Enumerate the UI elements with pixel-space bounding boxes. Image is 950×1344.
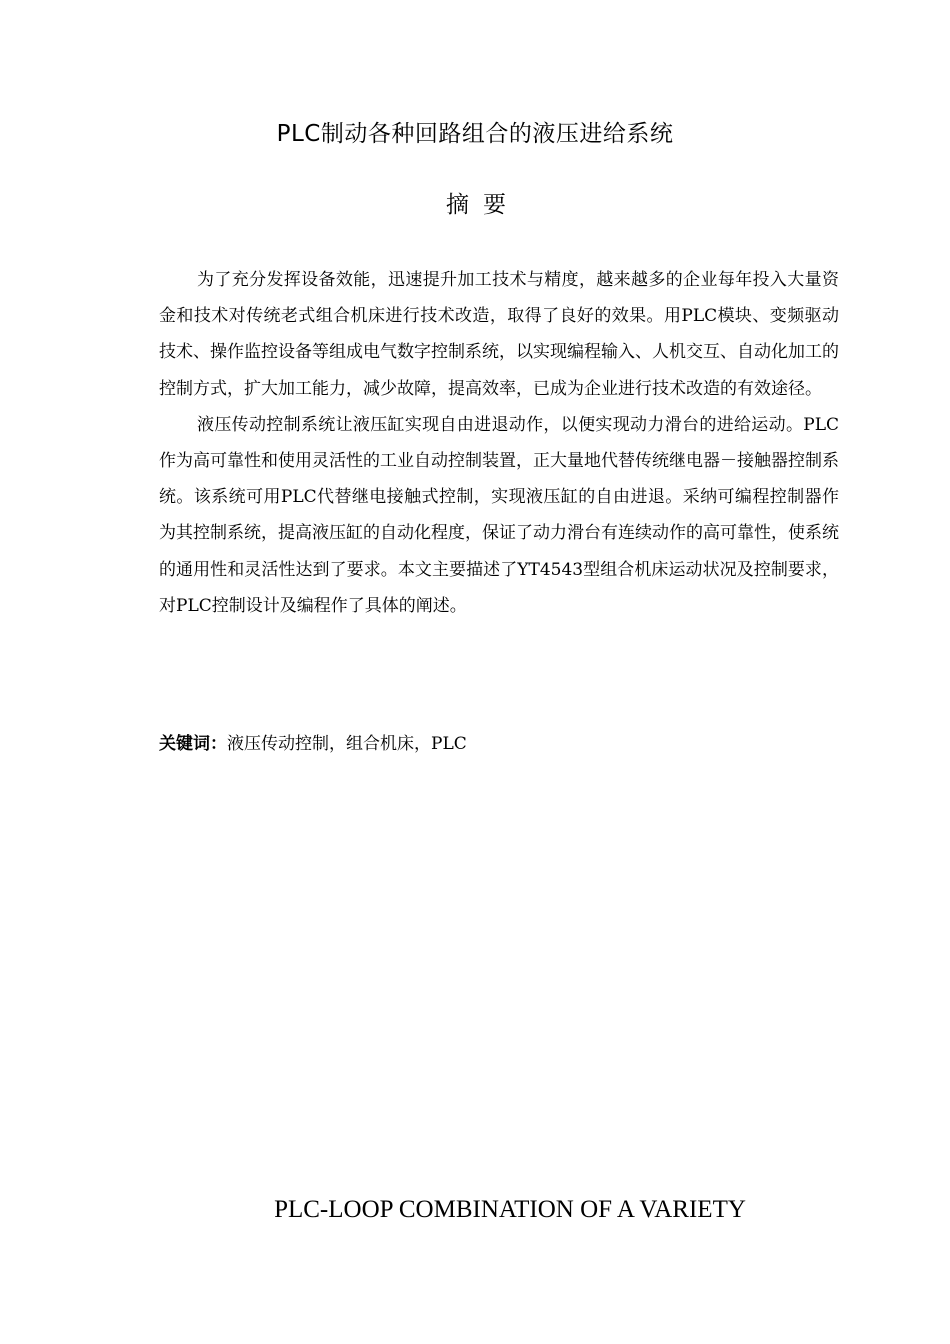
abstract-paragraph-2: 液压传动控制系统让液压缸实现自由进退动作，以便实现动力滑台的进给运动。PLC作为高可靠性和使用灵活性的工业自动控制装置，正大量地代替传统继电器－接触器控制系统。该系统可用PLC代替继电接触式控制，实现液压缸的自由进退。采纳可编程控制器作为其控制系统，提高液压缸的自动化程度，保证了动力滑台有连续动作的高可靠性，使系统的通用性和灵活性达到了要求。本文主要描述了YT4543型组合机床运动状况及控制要求，对PLC控制设计及编程作了具体的阐述。 (159, 414, 839, 616)
keywords-line (159, 727, 839, 761)
abstract-body (159, 262, 839, 624)
document-title: PLC制动各种回路组合的液压进给系统 (276, 121, 674, 147)
keywords-label: 关键词： (159, 734, 227, 754)
abstract-paragraph-1: 为了充分发挥设备效能，迅速提升加工技术与精度，越来越多的企业每年投入大量资金和技术对传统老式组合机床进行技术改造，取得了良好的效果。用PLC模块、变频驱动技术、操作监控设备等组成电气数字控制系统，以实现编程输入、人机交互、自动化加工的控制方式，扩大加工能力，减少故障，提高效率，已成为企业进行技术改造的有效途径。 (159, 270, 839, 399)
keywords-value: 液压传动控制，组合机床，PLC (227, 734, 467, 754)
abstract-heading: 摘要 (446, 192, 520, 218)
english-title: PLC-LOOP COMBINATION OF A VARIETY (274, 1196, 746, 1223)
